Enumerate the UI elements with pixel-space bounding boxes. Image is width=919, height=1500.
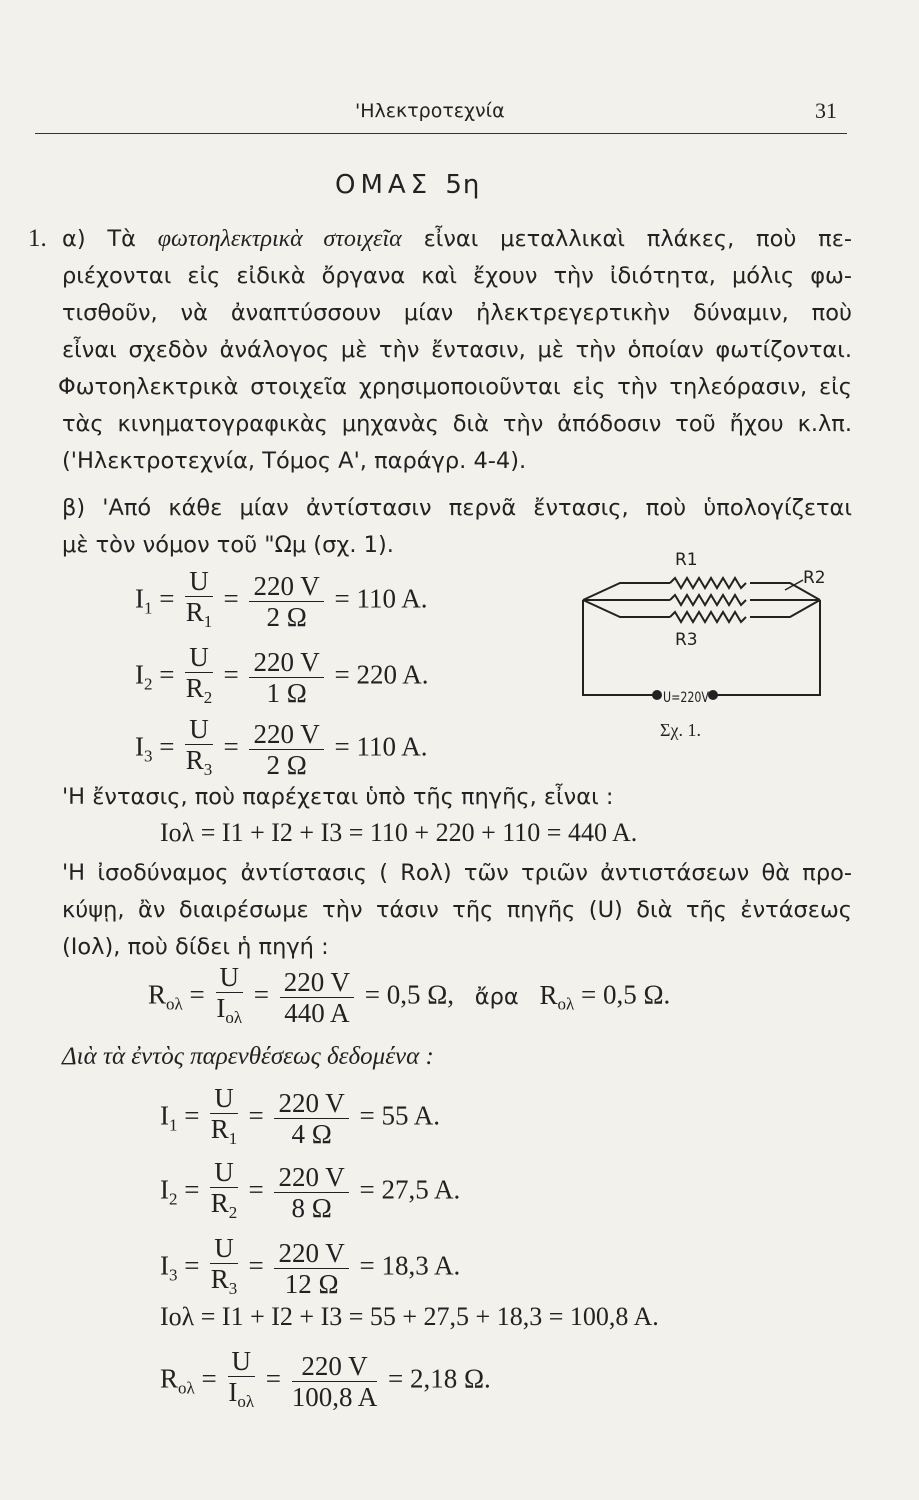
fraction: [185, 714, 213, 785]
section-title: [335, 170, 480, 200]
part-a-line-1: [62, 221, 852, 258]
eq-lhs: I: [135, 659, 144, 690]
fraction: [292, 1351, 378, 1412]
numerator: U: [210, 1083, 238, 1114]
label-r1: R1: [675, 550, 698, 570]
numerator: U: [185, 642, 213, 673]
text-run: εἶναι μεταλλικαὶ πλάκες, ποὺ πε-: [401, 226, 852, 252]
den-sub: ολ: [225, 1008, 243, 1027]
den-sub: 2: [203, 688, 213, 707]
label-source: U=220V: [663, 690, 710, 706]
denominator: [216, 993, 244, 1033]
den-text: R: [210, 1264, 229, 1294]
denominator: 1 Ω: [266, 678, 307, 708]
numerator: U: [210, 1157, 238, 1188]
label-r3: R3: [675, 630, 698, 650]
total-current-equation: Iολ = I1 + I2 + I3 = 110 + 220 + 110 = 440 A.: [160, 818, 638, 847]
fraction: [210, 1233, 238, 1304]
den-text: R: [210, 1114, 229, 1144]
den-sub: 3: [203, 760, 213, 779]
denominator: 12 Ω: [284, 1269, 339, 1299]
fraction: [210, 1157, 238, 1228]
eq-result: = 27,5 A.: [359, 1174, 461, 1205]
den-sub: 2: [228, 1203, 238, 1222]
den-sub: ολ: [237, 1392, 255, 1411]
fraction: [216, 962, 244, 1033]
eq-result: = 220 A.: [334, 659, 429, 690]
total-current-text: 'Η ἔντασις, ποὺ παρέχεται ὑπὸ τῆς πηγῆς, εἶναι :: [62, 784, 614, 810]
part-a-line-6: τὰς κινηματογραφικὰς μηχανὰς διὰ τὴν ἀπόδοσιν τοῦ ἤχου κ.λπ.: [62, 411, 852, 437]
page-number: 31: [815, 98, 837, 123]
numerator: U: [216, 962, 244, 993]
equation-i1: $I_1$ = $\frac{U}{R_1}$ = $\frac{220 V}{2 \Omega}$ = 110 A.: [135, 566, 427, 637]
fraction: [210, 1083, 238, 1154]
right-wire: [710, 600, 820, 695]
denominator: 2 Ω: [266, 602, 307, 632]
part-a-line-7: ('Ηλεκτροτεχνία, Τόμος Α', παράγρ. 4-4).: [62, 448, 527, 474]
paren-heading: Διὰ τὰ ἐντὸς παρενθέσεως δεδομένα :: [62, 1043, 434, 1070]
eq-result: = 110 A.: [334, 731, 428, 762]
eq-sub: 1: [169, 1115, 178, 1135]
fraction: [249, 719, 323, 780]
denominator: [228, 1377, 256, 1417]
denominator: [185, 745, 213, 785]
numerator: 220 V: [274, 1088, 348, 1119]
den-text: I: [228, 1377, 238, 1407]
circuit-diagram: [575, 545, 850, 715]
total-current-c-equation: Iολ = I1 + I2 + I3 = 55 + 27,5 + 18,3 = 100,8 A.: [160, 1302, 659, 1331]
equation-c-i2: $I_2$ = $\frac{U}{R_2}$ = $\frac{220 V}{8 \Omega}$ = 27,5 A.: [160, 1157, 460, 1228]
equation-c-i3: $I_3$ = $\frac{U}{R_3}$ = $\frac{220 V}{12 \Omega}$ = 18,3 A.: [160, 1233, 460, 1304]
numerator: U: [185, 714, 213, 745]
eq-sub: ολ: [557, 994, 575, 1014]
part-a-line-5: Φωτοηλεκτρικὰ στοιχεῖα χρησιμοποιοῦνται εἰς τὴν τηλεόρασιν, εἰς: [58, 374, 852, 400]
eq-sub: ολ: [178, 1378, 195, 1398]
eq-result-2: = 0,5 Ω.: [581, 979, 671, 1010]
resistor-r2: [670, 595, 746, 605]
eq-result: = 2,18 Ω.: [388, 1363, 491, 1394]
den-sub: 3: [228, 1279, 238, 1298]
den-text: I: [216, 993, 226, 1023]
numerator: 220 V: [249, 719, 323, 750]
eq-lhs: I: [135, 731, 144, 762]
eq-sub: ολ: [166, 994, 183, 1014]
equiv-line-2: κύψῃ, ἂν διαιρέσωμε τὴν τάσιν τῆς πηγῆς (U) διὰ τῆς ἐντάσεως: [62, 897, 852, 923]
eq-sub: 3: [144, 746, 153, 766]
part-a-line-4: εἶναι σχεδὸν ἀνάλογος μὲ τὴν ἔντασιν, μὲ τὴν ὁποίαν φωτίζονται.: [62, 337, 852, 363]
fraction: [274, 1162, 348, 1223]
left-wire: [583, 600, 660, 695]
fraction: [185, 642, 213, 713]
equiv-line-1: 'Η ἰσοδύναμος ἀντίστασις ( Rολ) τῶν τριῶν ἀντιστάσεων θὰ προ-: [62, 860, 852, 886]
eq-result: = 110 A.: [334, 583, 428, 614]
eq-sub: 3: [169, 1265, 178, 1285]
eq-result: = 18,3 A.: [359, 1250, 461, 1281]
fraction: [228, 1346, 256, 1417]
den-text: R: [185, 745, 204, 775]
equiv-c-equation: $R_{o\lambda}$ = $\frac{U}{I_{o\lambda}}$ = $\frac{220 V}{100,8 A}$ = 2,18 Ω.: [160, 1346, 491, 1417]
fraction: [280, 967, 354, 1028]
equiv-line-3: (Iολ), ποὺ δίδει ἡ πηγή :: [62, 934, 329, 960]
den-sub: 1: [203, 612, 213, 631]
fraction: [249, 647, 323, 708]
denominator: [210, 1114, 238, 1154]
part-a-line-2: ριέχονται εἰς εἰδικὰ ὄργανα καὶ ἔχουν τὴν ἰδιότητα, μόλις φω-: [62, 263, 852, 289]
numerator: 220 V: [249, 571, 323, 602]
eq-sub: 2: [144, 674, 153, 694]
equiv-equation: $R_{o\lambda}$ = $\frac{U}{I_{o\lambda}}$ = $\frac{220 V}{440 A}$ = 0,5 Ω, ἄρα $R_{o\lambda} = 0,5$ Ω.: [148, 962, 670, 1033]
eq-lhs: R: [160, 1363, 179, 1394]
den-text: R: [185, 673, 204, 703]
numerator: 220 V: [280, 967, 354, 998]
numerator: U: [228, 1346, 256, 1377]
label-r2: R2: [803, 568, 826, 588]
denominator: 440 A: [284, 998, 350, 1028]
denominator: 100,8 A: [291, 1382, 378, 1412]
eq-lhs: R: [539, 979, 558, 1010]
eq-result: = 55 A.: [359, 1100, 440, 1131]
equiv-paragraph: [62, 855, 852, 966]
eq-lhs: I: [160, 1250, 169, 1281]
ara-word: ἄρα: [474, 983, 519, 1010]
part-a-line-3: τισθοῦν, νὰ ἀναπτύσσουν μίαν ἠλεκτρεγερτικὴν δύναμιν, ποὺ: [62, 300, 852, 326]
numerator: 220 V: [274, 1162, 348, 1193]
denominator: [210, 1188, 238, 1228]
fraction: [249, 571, 323, 632]
eq-sub: 1: [144, 598, 153, 618]
eq-sub: 2: [169, 1189, 178, 1209]
section-number: 5η: [445, 170, 481, 200]
numerator: 220 V: [292, 1351, 378, 1382]
den-sub: 1: [228, 1129, 238, 1148]
eq-result: = 0,5 Ω,: [364, 979, 455, 1010]
figure-caption: Σχ. 1.: [660, 720, 701, 740]
part-b-line-2: μὲ τὸν νόμον τοῦ "Ωμ (σχ. 1).: [62, 532, 394, 558]
denominator: [210, 1264, 238, 1304]
eq-lhs: I: [160, 1100, 169, 1131]
denominator: 2 Ω: [266, 750, 307, 780]
fraction: [185, 566, 213, 637]
part-a-paragraph: [58, 221, 852, 480]
item-number: 1.: [28, 225, 47, 252]
numerator: 220 V: [249, 647, 323, 678]
numerator: U: [210, 1233, 238, 1264]
denominator: [185, 673, 213, 713]
eq-lhs: R: [148, 979, 167, 1010]
terminal-right: [708, 690, 718, 700]
italic-term: φωτοηλεκτρικὰ στοιχεῖα: [157, 226, 402, 252]
part-b-line-1: β) 'Από κάθε μίαν ἀντίστασιν περνᾶ ἔντασις, ποὺ ὑπολογίζεται: [62, 495, 852, 521]
equation-i2: $I_2$ = $\frac{U}{R_2}$ = $\frac{220 V}{1 \Omega}$ = 220 A.: [135, 642, 428, 713]
denominator: 4 Ω: [291, 1119, 332, 1149]
eq-lhs: I: [160, 1174, 169, 1205]
den-text: R: [185, 597, 204, 627]
terminal-left: [652, 690, 662, 700]
header-rule: [35, 133, 847, 134]
den-text: R: [210, 1188, 229, 1218]
eq-lhs: I: [135, 583, 144, 614]
fraction: [274, 1238, 348, 1299]
resistor-r1: [670, 578, 746, 588]
equation-c-i1: $I_1$ = $\frac{U}{R_1}$ = $\frac{220 V}{4 \Omega}$ = 55 A.: [160, 1083, 440, 1154]
running-header: 'Ηλεκτροτεχνία: [355, 100, 505, 122]
equation-i3: $I_3$ = $\frac{U}{R_3}$ = $\frac{220 V}{2 \Omega}$ = 110 A.: [135, 714, 427, 785]
denominator: 8 Ω: [291, 1193, 332, 1223]
fraction: [274, 1088, 348, 1149]
section-title-word: ΟΜΑΣ: [335, 170, 433, 200]
numerator: 220 V: [274, 1238, 348, 1269]
text-run: α) Τὰ: [62, 226, 158, 252]
resistor-r3: [670, 612, 746, 622]
numerator: U: [185, 566, 213, 597]
denominator: [185, 597, 213, 637]
